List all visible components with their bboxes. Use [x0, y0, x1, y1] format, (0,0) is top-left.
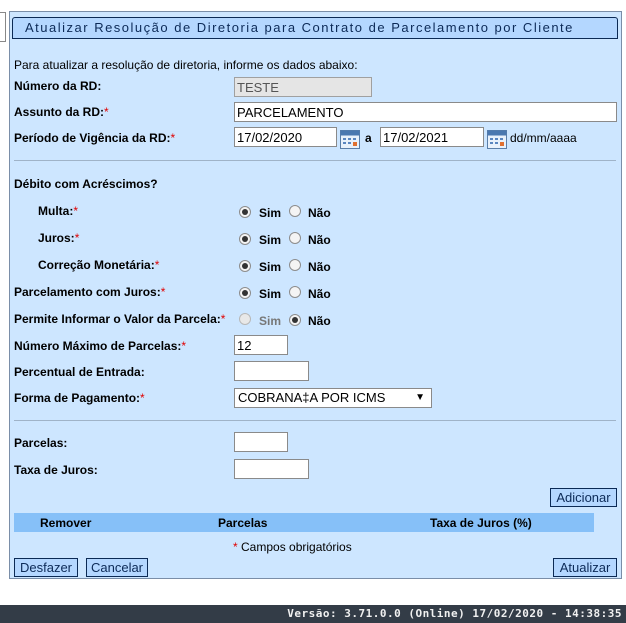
- numero-rd-field: [234, 77, 372, 97]
- window-title: Atualizar Resolução de Diretoria para Contrato de Parcelamento por Cliente: [12, 17, 618, 39]
- forma-pagamento-label: Forma de Pagamento:*: [14, 391, 145, 405]
- max-parcelas-field[interactable]: [234, 335, 288, 355]
- numero-rd-label: Número da RD:: [14, 79, 102, 93]
- form-panel: [9, 11, 622, 579]
- multa-sim-radio[interactable]: [239, 206, 251, 218]
- periodo-end-field[interactable]: [380, 127, 484, 147]
- column-header-parcelas: Parcelas: [218, 516, 268, 530]
- parcelamento-juros-label: Parcelamento com Juros:*: [14, 285, 166, 299]
- chevron-down-icon: ▼: [415, 392, 425, 403]
- correcao-label: Correção Monetária:*: [38, 258, 160, 272]
- periodo-label: Período de Vigência da RD:*: [14, 131, 176, 145]
- version-footer: Versão: 3.71.0.0 (Online) 17/02/2020 - 14:38:35: [0, 605, 626, 623]
- required-note: * Campos obrigatórios: [233, 540, 352, 554]
- juros-label: Juros:*: [38, 231, 80, 245]
- calendar-icon[interactable]: [340, 130, 360, 149]
- periodo-separator: a: [365, 131, 372, 145]
- atualizar-button[interactable]: Atualizar: [553, 558, 617, 577]
- permite-valor-label: Permite Informar o Valor da Parcela:*: [14, 312, 226, 326]
- correcao-sim-radio[interactable]: [239, 260, 251, 272]
- column-header-taxa: Taxa de Juros (%): [430, 516, 532, 530]
- periodo-start-field[interactable]: [234, 127, 337, 147]
- multa-nao-radio[interactable]: [289, 205, 301, 217]
- divider: [14, 160, 616, 161]
- desfazer-button[interactable]: Desfazer: [14, 558, 78, 577]
- juros-sim-label: Sim: [259, 233, 282, 247]
- multa-sim-label: Sim: [259, 206, 282, 220]
- correcao-sim-label: Sim: [259, 260, 282, 274]
- taxa-juros-label: Taxa de Juros:: [14, 463, 98, 477]
- permite-valor-sim-radio: [239, 313, 251, 325]
- correcao-nao-label: Não: [308, 260, 331, 274]
- permite-valor-sim-label: Sim: [259, 314, 282, 328]
- correcao-nao-radio[interactable]: [289, 259, 301, 271]
- permite-valor-nao-label: Não: [308, 314, 331, 328]
- calendar-icon[interactable]: [487, 130, 507, 149]
- taxa-juros-field[interactable]: [234, 459, 309, 479]
- left-edge: [0, 0, 9, 605]
- left-edge-tab: [0, 12, 6, 42]
- max-parcelas-label: Número Máximo de Parcelas:*: [14, 339, 187, 353]
- juros-nao-label: Não: [308, 233, 331, 247]
- parcelamento-juros-nao-label: Não: [308, 287, 331, 301]
- forma-pagamento-select[interactable]: [234, 388, 432, 408]
- parcelamento-juros-sim-radio[interactable]: [239, 287, 251, 299]
- multa-label: Multa:*: [38, 204, 78, 218]
- debito-heading: Débito com Acréscimos?: [14, 177, 158, 191]
- permite-valor-nao-radio[interactable]: [289, 314, 301, 326]
- assunto-rd-label: Assunto da RD:*: [14, 105, 109, 119]
- percentual-entrada-field[interactable]: [234, 361, 309, 381]
- juros-nao-radio[interactable]: [289, 232, 301, 244]
- parcelamento-juros-sim-label: Sim: [259, 287, 282, 301]
- column-header-remover: Remover: [40, 516, 92, 530]
- cancelar-button[interactable]: Cancelar: [86, 558, 148, 577]
- divider: [14, 420, 616, 421]
- parcelas-table-header: [14, 513, 594, 532]
- parcelas-field[interactable]: [234, 432, 288, 452]
- parcelas-label: Parcelas:: [14, 436, 68, 450]
- forma-pagamento-value: COBRANA‡A POR ICMS: [238, 390, 386, 405]
- intro-text: Para atualizar a resolução de diretoria, informe os dados abaixo:: [14, 58, 358, 72]
- adicionar-button[interactable]: Adicionar: [550, 488, 617, 507]
- percentual-entrada-label: Percentual de Entrada:: [14, 365, 145, 379]
- parcelamento-juros-nao-radio[interactable]: [289, 286, 301, 298]
- assunto-rd-field[interactable]: [234, 102, 617, 122]
- juros-sim-radio[interactable]: [239, 233, 251, 245]
- date-format-hint: dd/mm/aaaa: [510, 131, 577, 145]
- multa-nao-label: Não: [308, 206, 331, 220]
